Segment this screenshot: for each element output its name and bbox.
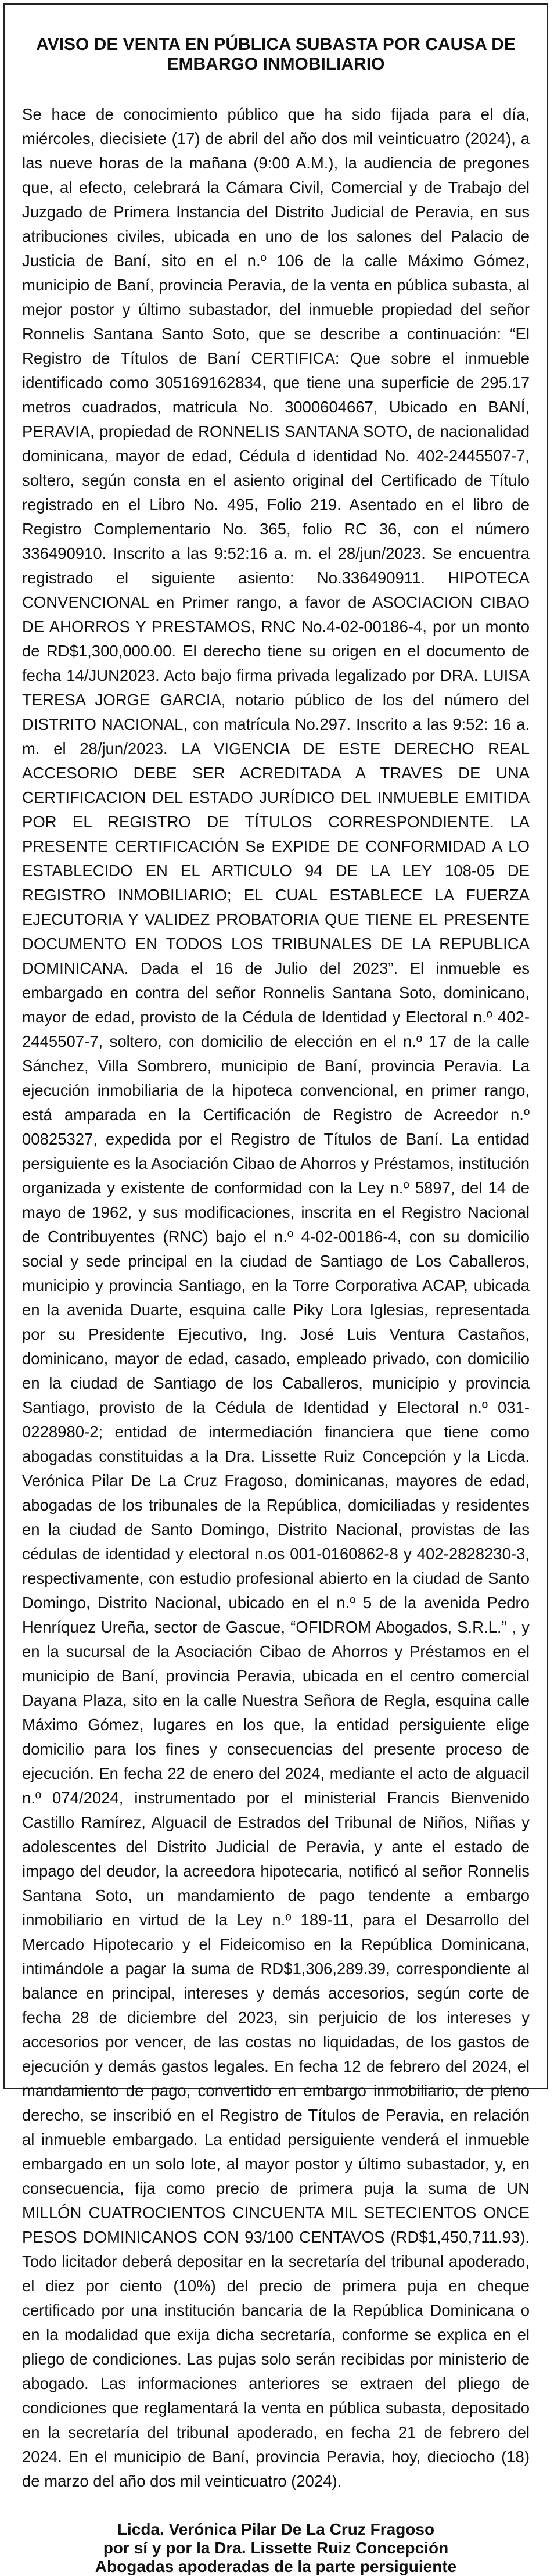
notice-title-line-1: AVISO DE VENTA EN PÚBLICA SUBASTA POR CAUSA DE: [36, 35, 516, 54]
signature-line-1: Licda. Verónica Pilar De La Cruz Fragoso: [117, 2520, 435, 2538]
notice-frame: [3, 3, 548, 2575]
notice-body: Se hace de conocimiento público que ha sido fijada para el día, miércoles, diecisiete (17) de abril del año dos mil veinticuatro (2024), a las nueve horas de la mañana (9:00 A.M.), la audiencia de pregones que, al efecto, celebrará la Cámara Civil, Comercial y de Trabajo del Juzgado de Primera Instancia del Distrito Judicial de Peravia, en sus atribuciones civiles, ubicada en uno de los salones del Palacio de Justicia de Baní, sito en el n.º 106 de la calle Máximo Gómez, municipio de Baní, provincia Peravia, de la venta en pública subasta, al mejor postor y último subastador, del inmueble propiedad del señor Ronnelis Santana Santo Soto, que se describe a continuación: “El Registro de Títulos de Baní CERTIFICA: Que sobre el inmueble identificado como 305169162834, que tiene una superficie de 295.17 metros cuadrados, matricula No. 3000604667, Ubicado en BANÍ, PERAVIA, propiedad de RONNELIS SANTANA SOTO, de nacionalidad dominicana, mayor de edad, Cédula d identidad No. 402-2445507-7, soltero, según consta en el asiento original del Certificado de Título registrado en el Libro No. 495, Folio 219. Asentado en el libro de Registro Complementario No. 365, folio RC 36, con el número 336490910. Inscrito a las 9:52:16 a. m. el 28/jun/2023. Se encuentra registrado el siguiente asiento: No.336490911. HIPOTECA CONVENCIONAL en Primer rango, a favor de ASOCIACION CIBAO DE AHORROS Y PRESTAMOS, RNC No.4-02-00186-4, por un monto de RD$1,300,000.00. El derecho tiene su origen en el documento de fecha 14/JUN2023. Acto bajo firma privada legalizado por DRA. LUISA TERESA JORGE GARCIA, notario público de los del número del DISTRITO NACIONAL, con matrícula No.297. Inscrito a las 9:52: 16 a. m. el 28/jun/2023. LA VIGENCIA DE ESTE DERECHO REAL ACCESORIO DEBE SER ACREDITADA A TRAVES DE UNA CERTIFICACION DEL ESTADO JURÍDICO DEL INMUEBLE EMITIDA POR EL REGISTRO DE TÍTULOS CORRESPONDIENTE. LA PRESENTE CERTIFICACIÓN Se EXPIDE DE CONFORMIDAD A LO ESTABLECIDO EN EL ARTICULO 94 DE LA LEY 108-05 DE REGISTRO INMOBILIARIO; EL CUAL ESTABLECE LA FUERZA EJECUTORIA Y VALIDEZ PROBATORIA QUE TIENE EL PRESENTE DOCUMENTO EN TODOS LOS TRIBUNALES DE LA REPUBLICA DOMINICANA. Dada el 16 de Julio del 2023”. El inmueble es embargado en contra del señor Ronnelis Santana Soto, dominicano, mayor de edad, provisto de la Cédula de Identidad y Electoral n.º 402-2445507-7, soltero, con domicilio de elección en el n.º 17 de la calle Sánchez, Villa Sombrero, municipio de Baní, provincia Peravia. La ejecución inmobiliaria de la hipoteca convencional, en primer rango, está amparada en la Certificación de Registro de Acreedor n.º 00825327, expedida por el Registro de Títulos de Baní. La entidad persiguiente es la Asociación Cibao de Ahorros y Préstamos, institución organizada y existente de conformidad con la Ley n.º 5897, del 14 de mayo de 1962, y sus modificaciones, inscrita en el Registro Nacional de Contribuyentes (RNC) bajo el n.º 4-02-00186-4, con su domicilio social y sede principal en la ciudad de Santiago de Los Caballeros, municipio y provincia Santiago, en la Torre Corporativa ACAP, ubicada en la avenida Duarte, esquina calle Piky Lora Iglesias, representada por su Presidente Ejecutivo, Ing. José Luis Ventura Castaños, dominicano, mayor de edad, casado, empleado privado, con domicilio en la ciudad de Santiago de los Caballeros, municipio y provincia Santiago, provisto de la Cédula de Identidad y Electoral n.º 031-0228980-2; entidad de intermediación financiera que tiene como abogadas constituidas a la Dra. Lissette Ruiz Concepción y la Licda. Verónica Pilar De La Cruz Fragoso, dominicanas, mayores de edad, abogadas de los tribunales de la República, domiciliadas y residentes en la ciudad de Santo Domingo, Distrito Nacional, provistas de las cédulas de identidad y electoral n.os 001-0160862-8 y 402-2828230-3, respectivamente, con estudio profesional abierto en la ciudad de Santo Domingo, Distrito Nacional, ubicado en el n.º 5 de la avenida Pedro Henríquez Ureña, sector de Gascue, “OFIDROM Abogados, S.R.L.” , y en la sucursal de la Asociación Cibao de Ahorros y Préstamos en el municipio de Baní, provincia Peravia, ubicada en el centro comercial Dayana Plaza, sito en la calle Nuestra Señora de Regla, esquina calle Máximo Gómez, lugares en los que, la entidad persiguiente elige domicilio para los fines y consecuencias del presente proceso de ejecución. En fecha 22 de enero del 2024, mediante el acto de alguacil n.º 074/2024, instrumentado por el ministerial Francis Bienvenido Castillo Ramírez, Alguacil de Estrados del Tribunal de Niños, Niñas y adolescentes del Distrito Judicial de Peravia, y ante el estado de impago del deudor, la acreedora hipotecaria, notificó al señor Ronnelis Santana Soto, un mandamiento de pago tendente a embargo inmobiliario en virtud de la Ley n.º 189-11, para el Desarrollo del Mercado Hipotecario y el Fideicomiso en la República Dominicana, intimándole a pagar la suma de RD$1,306,289.39, correspondiente al balance en principal, intereses y demás accesorios, según corte de fecha 28 de diciembre del 2023, sin perjuicio de los intereses y accesorios por vencer, de las costas no liquidadas, de los gastos de ejecución y demás gastos legales. En fecha 12 de febrero del 2024, el mandamiento de pago, convertido en embargo inmobiliario, de pleno derecho, se inscribió en el Registro de Títulos de Peravia, en relación al inmueble embargado. La entidad persiguiente venderá el inmueble embargado en un solo lote, al mayor postor y último subastador, y, en consecuencia, fija como precio de primera puja la suma de UN MILLÓN CUATROCIENTOS CINCUENTA MIL SETECIENTOS ONCE PESOS DOMINICANOS CON 93/100 CENTAVOS (RD$1,450,711.93). Todo licitador deberá depositar en la secretaría del tribunal apoderado, el diez por ciento (10%) del precio de primera puja en cheque certificado por una institución bancaria de la República Dominicana o en la modalidad que exija dicha secretaría, conforme se explica en el pliego de condiciones. Las pujas solo serán recibidas por ministerio de abogado. Las informaciones anteriores se extraen del pliego de condiciones que reglamentará la venta en pública subasta, depositado en la secretaría del tribunal apoderado, en fecha 21 de febrero del 2024. En el municipio de Baní, provincia Peravia, hoy, dieciocho (18) de marzo del año dos mil veinticuatro (2024).: [22, 105, 530, 2490]
signature-line-3: Abogadas apoderadas de la parte persiguiente: [95, 2557, 457, 2575]
notice-content: [5, 5, 547, 2576]
signature-line-2: por sí y por la Dra. Lissette Ruiz Concepción: [103, 2539, 449, 2557]
notice-title: [22, 35, 530, 74]
signature-block: [22, 2520, 530, 2576]
notice-title-line-2: EMBARGO INMOBILIARIO: [167, 55, 385, 74]
